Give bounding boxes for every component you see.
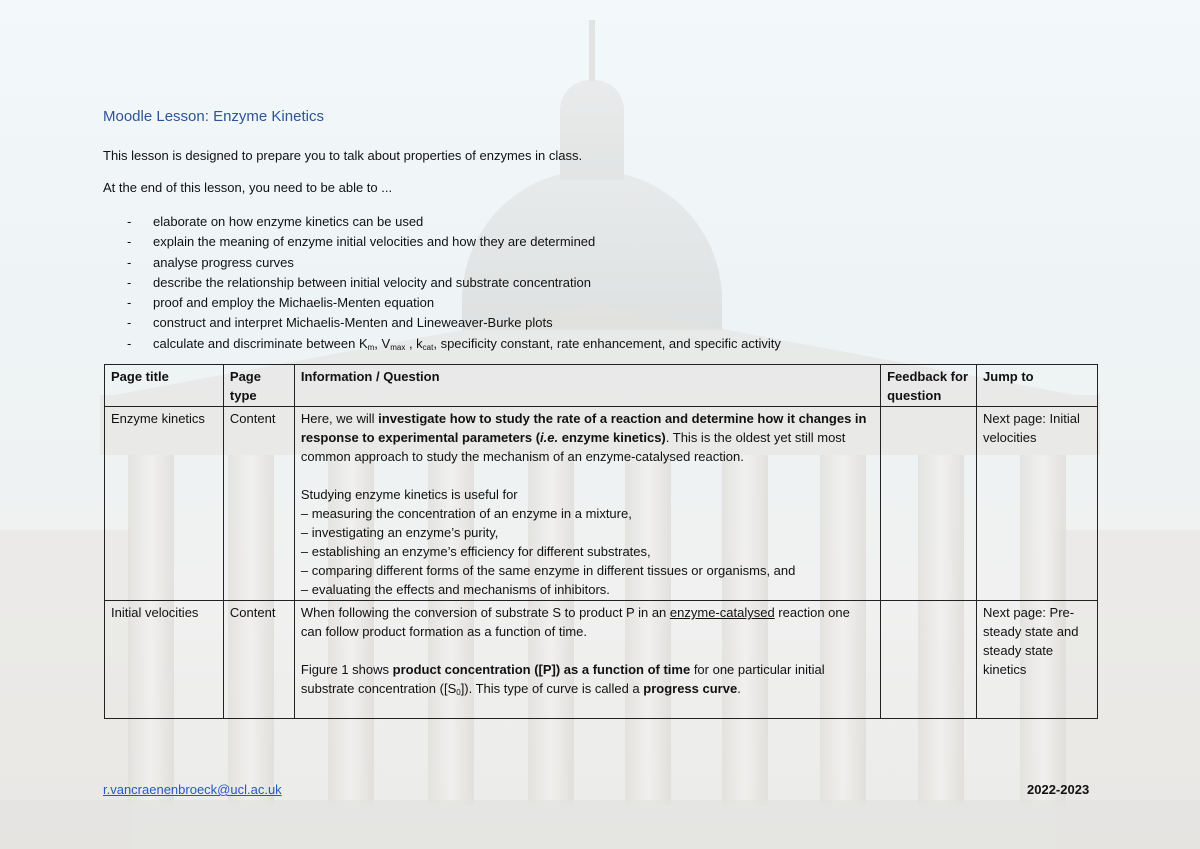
list-item: - explain the meaning of enzyme initial velocities and how they are determined: [127, 234, 596, 250]
email-link[interactable]: r.vancraenenbroeck@ucl.ac.uk: [103, 782, 282, 797]
header-jump: Jump to: [977, 365, 1098, 407]
row-title: Enzyme kinetics: [105, 407, 224, 601]
academic-year: 2022-2023: [1027, 782, 1090, 797]
header-page-type: Page type: [223, 365, 294, 407]
row-title: Initial velocities: [105, 601, 224, 719]
header-feedback: Feedback for question: [881, 365, 977, 407]
row-feedback: [881, 601, 977, 719]
list-item: - elaborate on how enzyme kinetics can be used: [127, 214, 424, 229]
list-item: - describe the relationship between initial velocity and substrate concentration: [127, 274, 591, 290]
row-info: When following the conversion of substrate S to product P in an enzyme-catalysed reaction one can follow product formation as a function of time. Figure 1 shows product concentration ([P]) as a function of time for one particular initial substrate concentration $([S_0])$. This type of curve is called a progress curve.: [294, 601, 880, 719]
row-jump: Next page: Initial velocities: [977, 407, 1098, 601]
header-info: Information / Question: [294, 365, 880, 407]
objectives-intro: At the end of this lesson, you need to be able to ...: [103, 180, 393, 195]
list-item: - proof and employ the Michaelis-Menten equation: [127, 295, 435, 311]
header-page-title: Page title: [105, 365, 224, 407]
table-row: [105, 407, 1098, 601]
row-info: Here, we will investigate how to study the rate of a reaction and determine how it changes in response to experimental parameters (i.e. enzyme kinetics). This is the oldest yet still most common approach to study the mechanism of an enzyme-catalysed reaction. Studying enzyme kinetics is useful for – measuring the concentration of an enzyme in a mixture, – investigating an enzyme’s purity, – establishing an enzyme’s efficiency for different substrates, – comparing different forms of the same enzyme in different tissues or organisms, and – evaluating the effects and mechanisms of inhibitors.: [294, 407, 880, 601]
list-item: - calculate and discriminate between $K_m$, $V_{max}$ , $k_{cat}$, specificity constant, rate enhancement, and specific activity: [127, 335, 781, 352]
row-type: Content: [223, 407, 294, 601]
row-type: Content: [223, 601, 294, 719]
table-header-row: [105, 365, 1098, 407]
list-item: - construct and interpret Michaelis-Menten and Lineweaver-Burke plots: [127, 315, 553, 331]
row-feedback: [881, 407, 977, 601]
row-jump: Next page: Pre-steady state and steady state kinetics: [977, 601, 1098, 719]
intro-text: This lesson is designed to prepare you to talk about properties of enzymes in class.: [103, 148, 583, 163]
page-title: Moodle Lesson: Enzyme Kinetics: [103, 108, 324, 125]
objectives-list: [127, 212, 781, 354]
table-row: [105, 601, 1098, 719]
lesson-table: [104, 364, 1098, 719]
list-item: - analyse progress curves: [127, 254, 294, 270]
